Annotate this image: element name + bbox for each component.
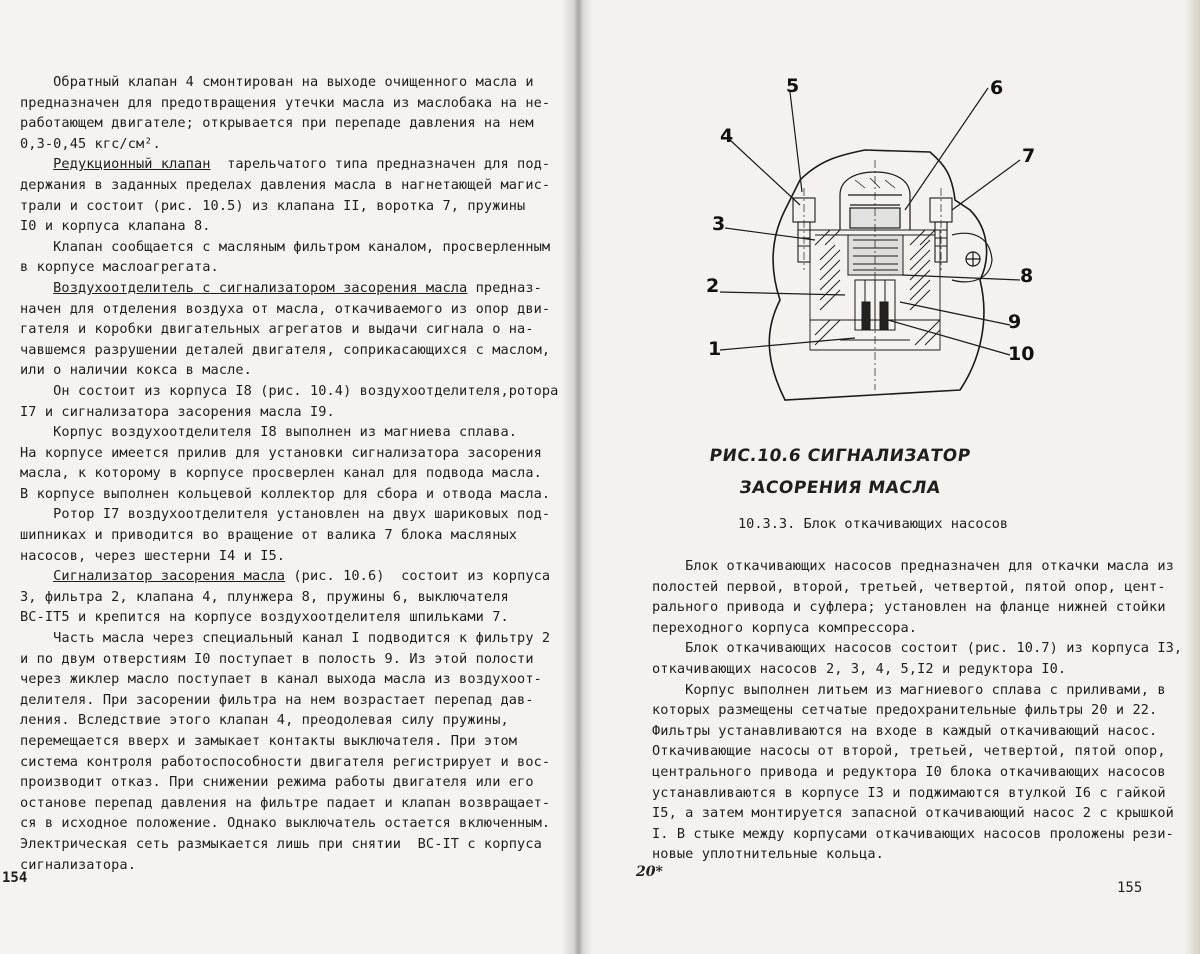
right-page-line: Откачивающие насосы от второй, третьей, четвертой, пятой опор,	[652, 743, 1166, 760]
left-page-line: Ротор I7 воздухоотделителя установлен на двух шариковых под-	[20, 506, 551, 523]
left-page-line: ВС-IТ5 и крепится на корпусе воздухоотделителя шпильками 7.	[20, 609, 509, 626]
left-page-line: останове перепад давления на фильтре падает и клапан возвращает-	[20, 794, 551, 811]
figure-caption-line2: ЗАСОРЕНИЯ МАСЛА	[738, 478, 942, 498]
left-page-line: Корпус воздухоотделителя I8 выполнен из магниева сплава.	[20, 424, 518, 441]
left-page-line: I0 и корпуса клапана 8.	[20, 218, 211, 235]
right-page-line: новые уплотнительные кольца.	[652, 846, 884, 863]
left-page-line: перемещается вверх и замыкает контакты выключателя. При этом	[20, 733, 518, 749]
line-rest: тарельчатого типа предназначен для под-	[210, 156, 551, 173]
callout-8: 8	[1020, 265, 1034, 287]
figure-caption-line1: РИС.10.6 СИГНАЛИЗАТОР	[708, 446, 972, 466]
left-page-line	[20, 566, 558, 587]
underlined-term: Сигнализатор засорения масла	[53, 568, 286, 585]
right-page-line: которых размещены сетчатые предохранительные фильтры 20 и 22.	[652, 702, 1158, 719]
left-page-line: делителя. При засорении фильтра на нем возрастает перепад дав-	[20, 691, 534, 708]
underlined-term: Воздухоотделитель с сигнализатором засорения масла	[53, 279, 468, 296]
right-page-body	[652, 556, 1182, 865]
right-page-line: рального привода и суфлера; установлен на фланце нижней стойки	[652, 599, 1166, 616]
right-page-line: Блок откачивающих насосов предназначен для откачки масла из	[652, 558, 1174, 574]
indent	[20, 568, 53, 584]
line-rest: (рис. 10.6) состоит из корпуса	[285, 568, 551, 585]
right-page-line: I. В стыке между корпусами откачивающих насосов проложены рези-	[652, 825, 1174, 842]
left-page-line: 3, фильтра 2, клапана 4, плунжера 8, пружины 6, выключателя	[20, 588, 509, 605]
callout-2: 2	[706, 275, 720, 297]
left-page-line: держания в заданных пределах давления масла в нагнетающей магис-	[20, 176, 551, 193]
left-page-line: ся в исходное положение. Однако выключатель остается включенным.	[20, 815, 551, 832]
right-page-line: Блок откачивающих насосов состоит (рис. 10.7) из корпуса I3,	[652, 640, 1183, 657]
left-page-line: I7 и сигнализатора засорения масла I9.	[20, 403, 335, 420]
indent	[20, 280, 53, 296]
callout-7: 7	[1022, 145, 1036, 167]
left-page-body	[20, 72, 558, 875]
left-page-line: гателя и коробки двигательных агрегатов и выдачи сигнала о на-	[20, 321, 534, 338]
right-page-line: центрального привода и редуктора I0 блока откачивающих насосов	[652, 763, 1166, 780]
page-edge-shadow	[1184, 0, 1200, 954]
right-page-line: полостей первой, второй, третьей, четвертой, пятой опор, цент-	[652, 578, 1166, 595]
left-page-line: масла, к которому в корпусе просверлен канал для подвода масла.	[20, 465, 542, 482]
left-page-line: чавшемся разрушении деталей двигателя, соприкасающихся с маслом,	[20, 341, 551, 358]
left-page-line: Обратный клапан 4 смонтирован на выходе очищенного масла и	[20, 74, 534, 90]
line-rest: предназ-	[467, 279, 542, 296]
callout-4: 4	[720, 125, 734, 147]
left-page-line: сигнализатора.	[20, 856, 136, 873]
callout-6: 6	[990, 77, 1004, 99]
signature-mark: 20*	[636, 864, 663, 880]
left-page-line	[20, 154, 558, 175]
page-number-left: 154	[2, 870, 28, 886]
right-page-line: устанавливаются в корпусе I3 и поджимаются втулкой I6 с гайкой	[652, 784, 1166, 801]
left-page-line: начен для отделения воздуха от масла, откачиваемого из опор дви-	[20, 300, 551, 317]
left-page-line: в корпусе маслоагрегата.	[20, 259, 219, 276]
left-page-line: 0,3-0,45 кгс/см².	[20, 135, 161, 152]
book-gutter	[562, 0, 592, 954]
right-page-line: откачивающих насосов 2, 3, 4, 5,I2 и редуктора I0.	[652, 660, 1067, 677]
right-page-line: I5, а затем монтируется запасной откачивающий насос 2 с крышкой	[652, 805, 1174, 822]
left-page-line: Часть масла через специальный канал I подводится к фильтру 2	[20, 630, 551, 647]
left-page-line: На корпусе имеется прилив для установки сигнализатора засорения	[20, 444, 542, 461]
section-heading: 10.3.3. Блок откачивающих насосов	[738, 516, 1009, 532]
left-page-line: работающем двигателе; открывается при перепаде давления на нем	[20, 115, 534, 132]
page-number-right: 155	[1117, 880, 1143, 896]
left-page-line: Электрическая сеть размыкается лишь при снятии ВС-IТ с корпуса	[20, 835, 542, 852]
left-page-line: насосов, через шестерни I4 и I5.	[20, 547, 286, 564]
callout-3: 3	[712, 213, 726, 235]
oil-clog-indicator-diagram	[690, 70, 1060, 420]
left-page-line: В корпусе выполнен кольцевой коллектор для сбора и отвода масла.	[20, 485, 551, 502]
left-page-line: или о наличии кокса в масле.	[20, 362, 252, 379]
underlined-term: Редукционный клапан	[53, 156, 211, 173]
right-page-line: Фильтры устанавливаются на входе в каждый откачивающий насос.	[652, 722, 1158, 739]
left-page-line: Клапан сообщается с масляным фильтром каналом, просверленным	[20, 238, 551, 255]
left-page-line	[20, 278, 558, 299]
callout-10: 10	[1008, 343, 1035, 365]
left-page-line: шипниках и приводится во вращение от валика 7 блока масляных	[20, 527, 518, 544]
left-page-line: трали и состоит (рис. 10.5) из клапана II, воротка 7, пружины	[20, 197, 526, 214]
right-page-line: переходного корпуса компрессора.	[652, 619, 918, 636]
left-page-line: производит отказ. При снижении режима работы двигателя или его	[20, 774, 534, 791]
left-page-line: и по двум отверстиям I0 поступает в полость 9. Из этой полости	[20, 650, 534, 667]
callout-9: 9	[1008, 311, 1022, 333]
left-page-line: Он состоит из корпуса I8 (рис. 10.4) воздухоотделителя,ротора	[20, 382, 559, 399]
left-page-line: предназначен для предотвращения утечки масла из маслобака на не-	[20, 94, 551, 111]
right-page-line: Корпус выполнен литьем из магниевого сплава с приливами, в	[652, 681, 1166, 698]
callout-5: 5	[786, 75, 800, 97]
indent	[20, 156, 53, 172]
left-page-line: через жиклер масло поступает в канал выхода масла из воздухоот-	[20, 671, 542, 688]
callout-1: 1	[708, 338, 722, 360]
left-page-line: система контроля работоспособности двигателя регистрирует и вос-	[20, 753, 551, 770]
left-page-line: ления. Вследствие этого клапан 4, преодолевая силу пружины,	[20, 712, 509, 729]
